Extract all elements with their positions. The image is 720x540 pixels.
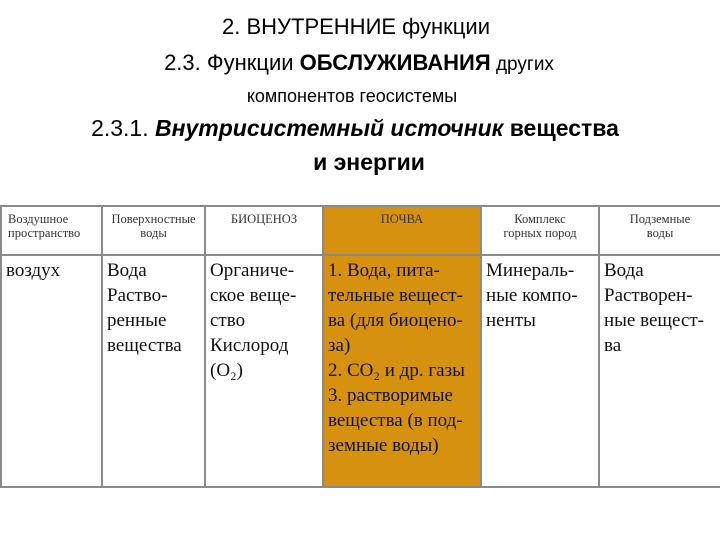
slide-subtitle-line-2	[9, 149, 720, 176]
slide-title-line-2	[0, 50, 719, 76]
table-header-row	[1, 206, 720, 255]
cell-surface-water: Вода Раство- ренные вещества	[102, 255, 205, 487]
components-table	[0, 205, 720, 488]
header-text: ПОЧВА	[380, 212, 424, 226]
header-soil	[323, 206, 481, 255]
header-text: БИОЦЕНОЗ	[230, 212, 298, 226]
header-rock-complex	[481, 206, 599, 255]
cell-groundwater: Вода Растворен- ные вещест- ва	[599, 255, 720, 487]
title-text: 2. ВНУТРЕННИЕ функции	[222, 14, 490, 39]
title-prefix: 2.3. Функции	[164, 50, 300, 75]
table-row	[1, 255, 720, 487]
title-bold-word: ОБСЛУЖИВАНИЯ	[299, 50, 491, 75]
subtitle-italic: Внутрисистемный источник	[155, 115, 504, 141]
slide-title-line-1	[0, 14, 716, 40]
subtitle-line2-text: и энергии	[313, 149, 425, 175]
title-line3-text: компонентов геосистемы	[246, 86, 458, 106]
header-text: Воздушное пространство	[8, 212, 81, 240]
header-text: Подземные воды	[629, 212, 691, 240]
title-suffix: других	[490, 54, 554, 75]
header-biocenosis	[205, 206, 323, 255]
cell-biocenosis: Органиче- ское веще- ство Кислород (O₂)	[205, 255, 323, 487]
subtitle-bold-tail: вещества	[503, 115, 619, 141]
slide-subtitle-line-1	[0, 115, 715, 142]
header-groundwater	[599, 206, 720, 255]
header-surface-water	[102, 206, 205, 255]
cell-air-space: воздух	[1, 255, 102, 487]
header-air-space	[1, 206, 102, 255]
header-text: Комплекс горных пород	[503, 212, 577, 240]
subtitle-number: 2.3.1.	[91, 115, 155, 141]
components-table-wrapper	[0, 205, 720, 488]
header-text: Поверхностные воды	[111, 212, 196, 240]
cell-rock-complex: Минераль- ные компо- ненты	[481, 255, 599, 487]
slide-title-line-3	[0, 86, 712, 107]
cell-soil: 1. Вода, пита- тельные вещест- ва (для биоцено- за) 2. СО₂ и др. газы 3. растворимые вещества (в под- земные воды)	[323, 255, 481, 487]
